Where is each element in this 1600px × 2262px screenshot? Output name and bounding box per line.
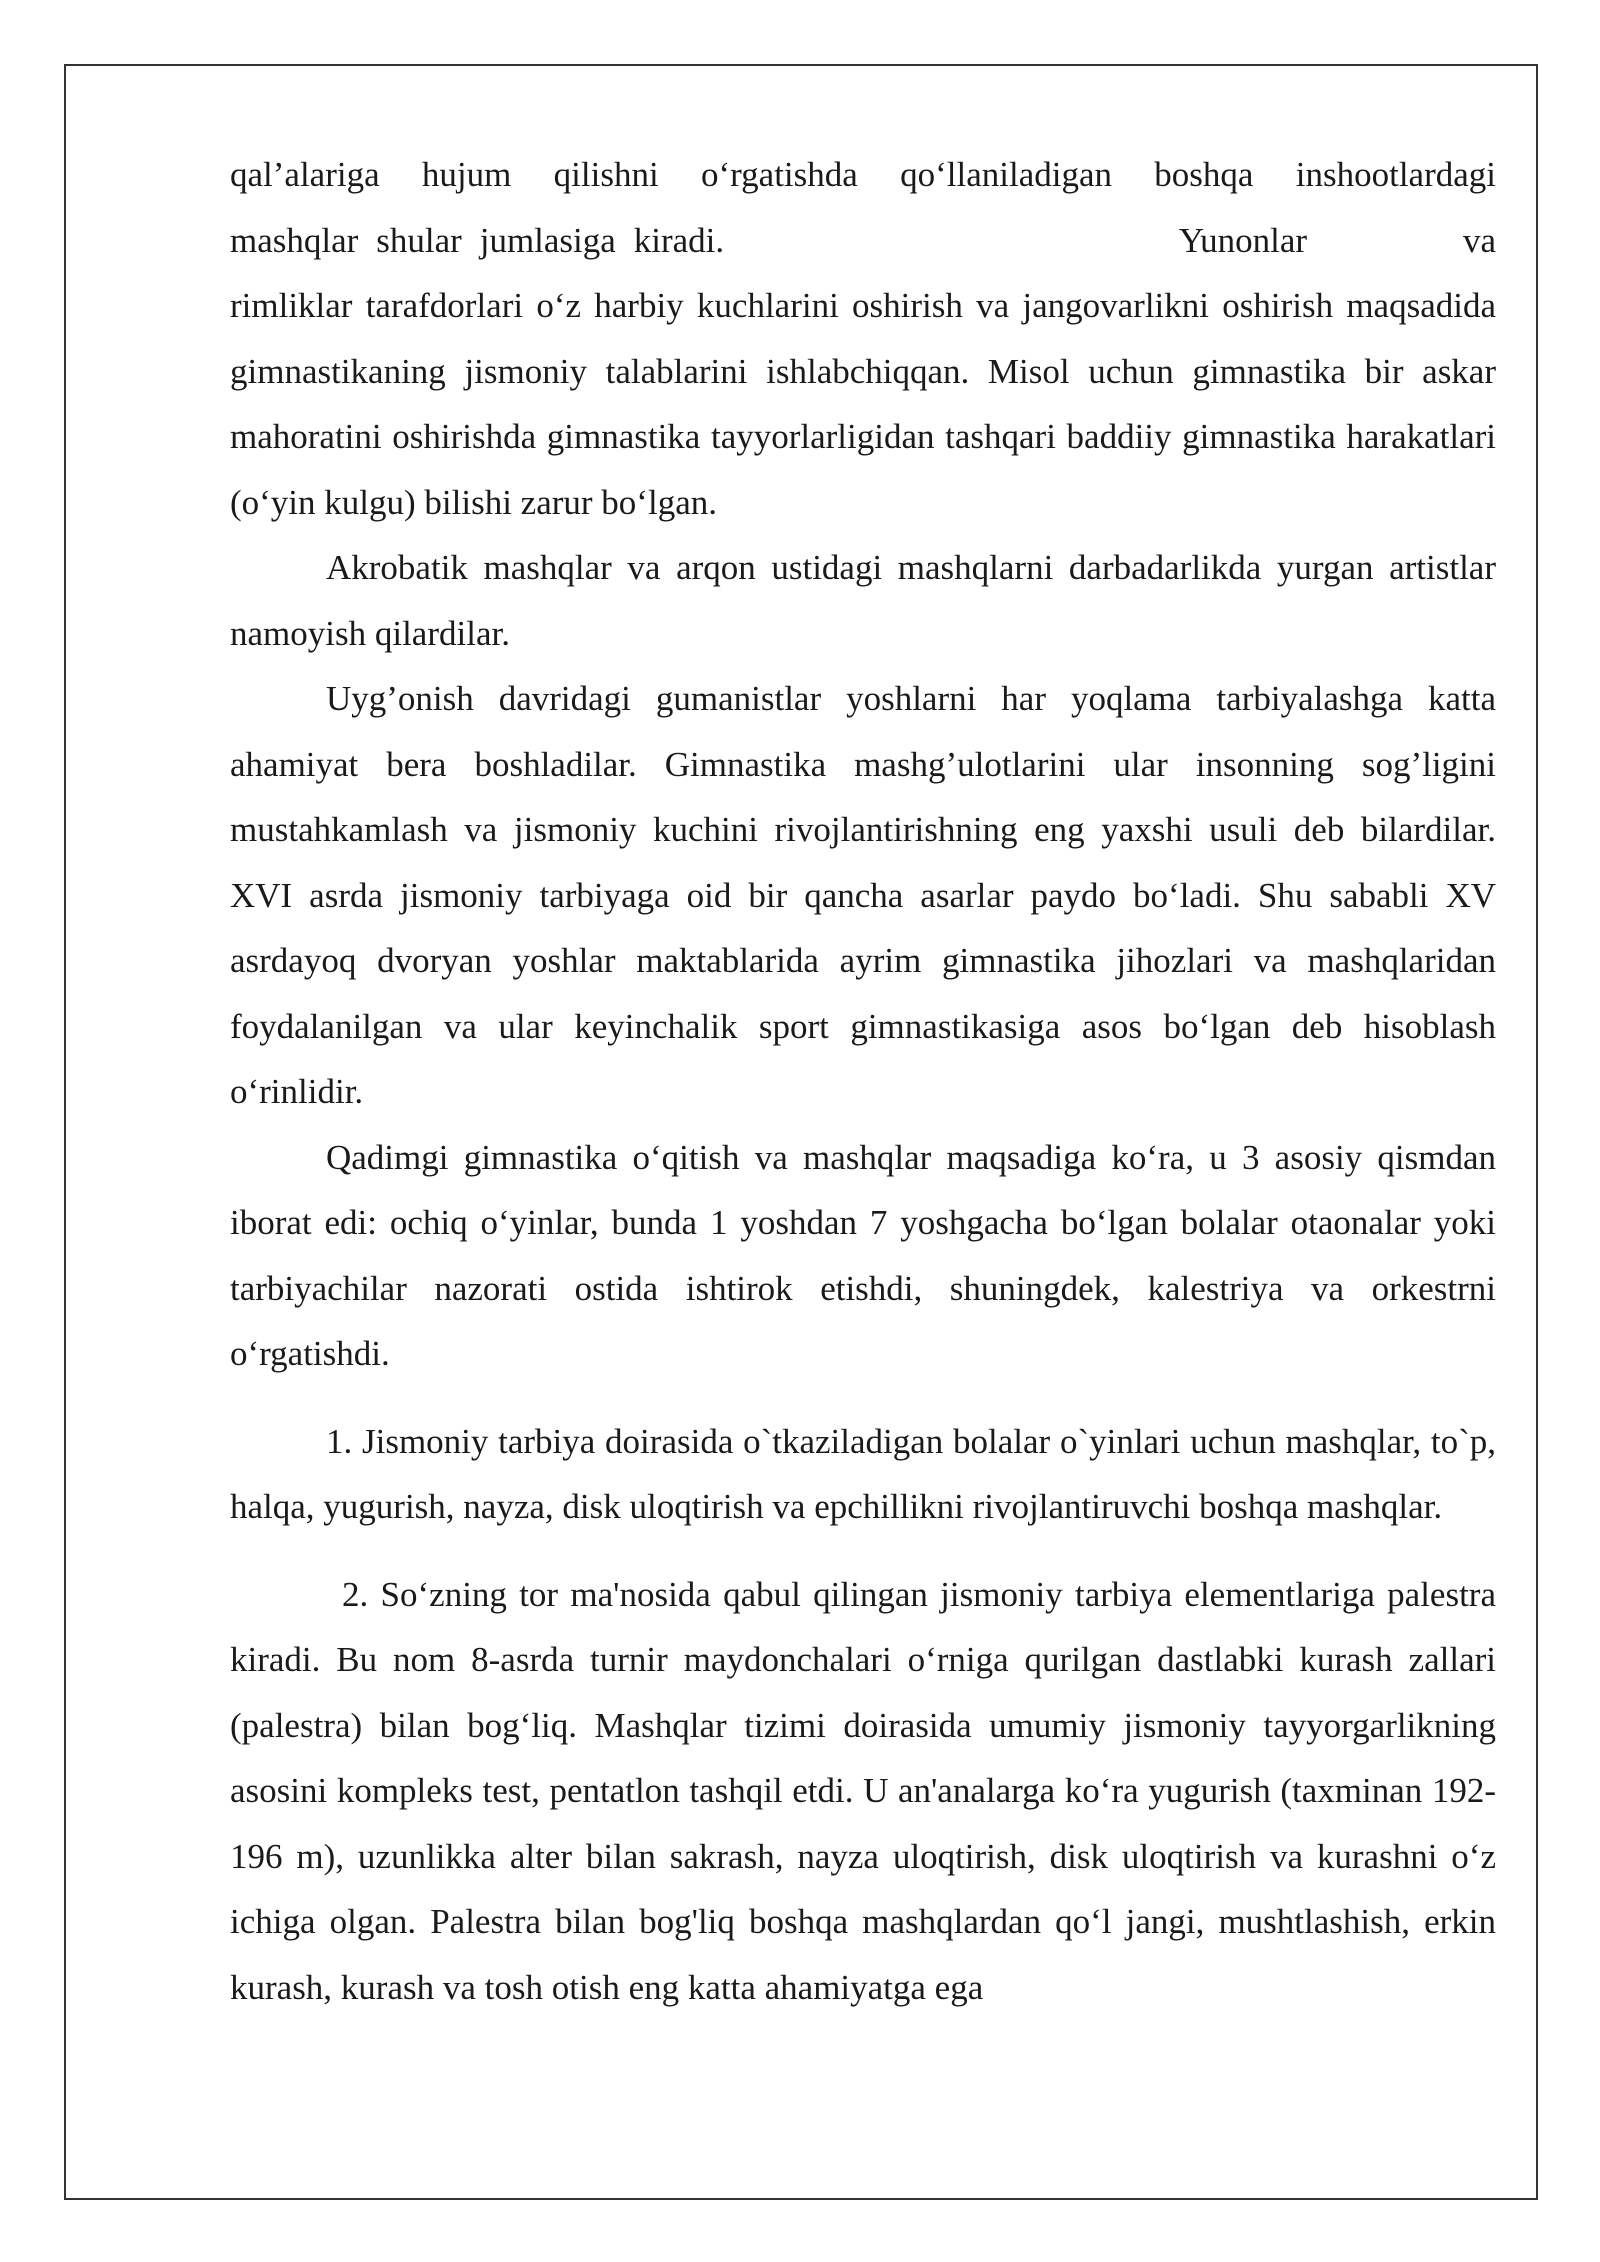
list-item-2: 2. So‘zning tor ma'nosida qabul qilingan jismoniy tarbiya elementlariga palestra kiradi. Bu nom 8-asrda turnir maydonchalari o‘rniga qurilgan dastlabki kurash zallari (palestra) bilan bog‘liq. Mashqlar tizimi doirasida umumiy jismoniy tayyorgarlikning asosini kompleks test, pentatlon tashqil etdi. U an'analarga ko‘ra yugurish (taxminan 192-196 m), uzunlikka alter bilan sakrash, nayza uloqtirish, disk uloqtirish va kurashni o‘z ichiga olgan. Palestra bilan bog'liq boshqa mashqlardan qo‘l jangi, mushtlashish, erkin kurash, kurash va tosh otish eng katta ahamiyatga ega bbox=[230, 1574, 1496, 2007]
paragraph-uygonish: Uyg’onish davridagi gumanistlar yoshlarni har yoqlama tarbiyalashga katta ahamiyat bera boshladilar. Gimnastika mashg’ulotlarini ular insonning sog’ligini mustahkamlash va jismoniy kuchini rivojlantirishning eng yaxshi usuli deb bilardilar. XVI asrda jismoniy tarbiyaga oid bir qancha asarlar paydo bo‘ladi. Shu sababli XV asrdayoq dvoryan yoshlar maktablarida ayrim gimnastika jihozlari va mashqlaridan foydalanilgan va ular keyinchalik sport gimnastikasiga asos bo‘lgan deb hisoblash o‘rinlidir. bbox=[230, 679, 1496, 1111]
intro-line-2: mashqlar shular jumlasiga kiradi. Yunonlar va bbox=[230, 220, 1496, 260]
document-body bbox=[230, 142, 1496, 2020]
intro-line-1: qal’alariga hujum qilishni o‘rgatishda qo‘llaniladigan boshqa inshootlardagi bbox=[230, 155, 1496, 194]
list-item-1: 1. Jismoniy tarbiya doirasida o`tkaziladigan bolalar o`yinlari uchun mashqlar, to`p, halqa, yugurish, nayza, disk uloqtirish va epchillikni rivojlantiruvchi boshqa mashqlar. bbox=[230, 1421, 1496, 1526]
intro-rest: rimliklar tarafdorlari o‘z harbiy kuchlarini oshirish va jangovarlikni oshirish maqsadida gimnastikaning jismoniy talablarini ishlabchiqqan. Misol uchun gimnastika bir askar mahoratini oshirishda gimnastika tayyorlarligidan tashqari baddiiy gimnastika harakatlari (o‘yin kulgu) bilishi zarur bo‘lgan. bbox=[230, 286, 1496, 522]
intro-paragraph bbox=[230, 142, 1496, 535]
paragraph-akrobatik: Akrobatik mashqlar va arqon ustidagi mashqlarni darbadarlikda yurgan artistlar namoyish qilardilar. bbox=[230, 548, 1496, 653]
paragraph-qadimgi: Qadimgi gimnastika o‘qitish va mashqlar maqsadiga ko‘ra, u 3 asosiy qismdan iborat edi: ochiq o‘yinlar, bunda 1 yoshdan 7 yoshgacha bo‘lgan bolalar otaonalar yoki tarbiyachilar nazorati ostida ishtirok etishdi, shuningdek, kalestriya va orkestrni o‘rgatishdi. bbox=[230, 1137, 1496, 1373]
